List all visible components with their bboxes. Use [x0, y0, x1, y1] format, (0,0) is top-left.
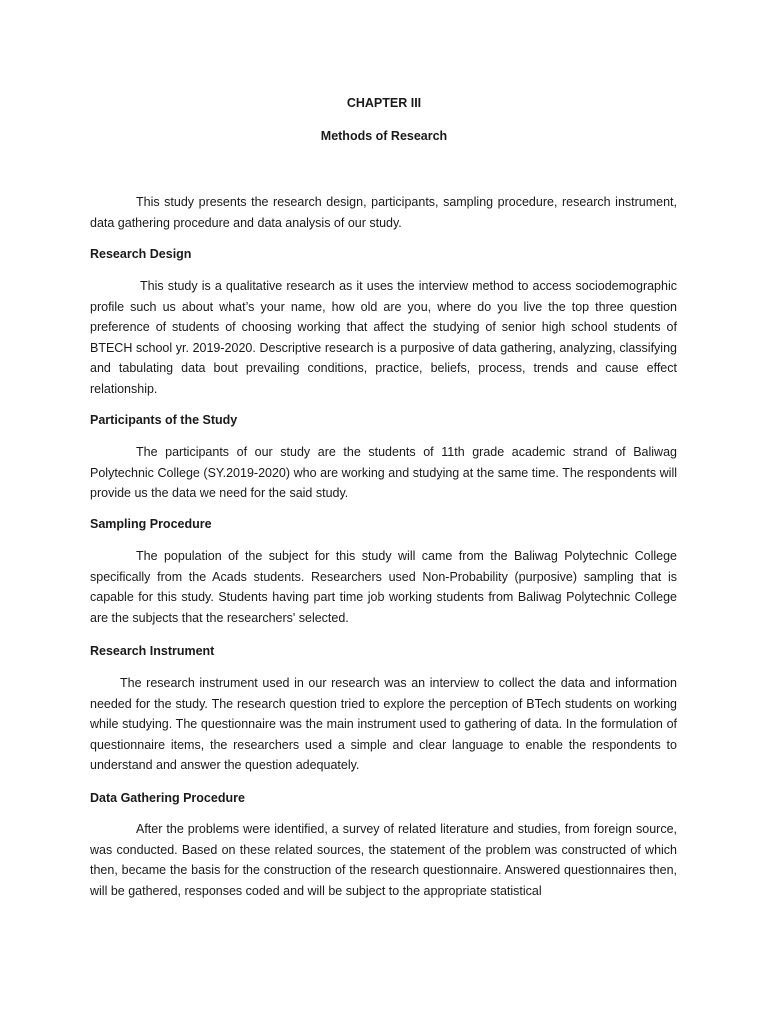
- section-body-research-design: This study is a qualitative research as it uses the interview method to access sociodemographic profile such us about what’s your name, how old are you, where do you live the top three question preference of students of choosing working that affect the studying of senior high school students of BTECH school yr. 2019-2020. Descriptive research is a purposive of data gathering, analyzing, classifying and tabulating data bout prevailing conditions, practice, beliefs, process, trends and cause effect relationship.: [90, 279, 677, 396]
- section-heading-sampling-procedure: Sampling Procedure: [90, 517, 212, 531]
- chapter-subtitle: Methods of Research: [320, 129, 448, 143]
- section-body-sampling-procedure: The population of the subject for this study will came from the Baliwag Polytechnic College specifically from the Acads students. Researchers used Non-Probability (purposive) sampling that is capable for this study. Students having part time job working students from Baliwag Polytechnic College are the subjects that the researchers' selected.: [90, 549, 677, 625]
- section-heading-data-gathering: Data Gathering Procedure: [90, 791, 245, 805]
- section-heading-research-instrument: Research Instrument: [90, 644, 215, 658]
- intro-paragraph: This study presents the research design, participants, sampling procedure, research instrument, data gathering procedure and data analysis of our study.: [90, 195, 677, 230]
- section-body-participants: The participants of our study are the students of 11th grade academic strand of Baliwag Polytechnic College (SY.2019-2020) who are working and studying at the same time. The respondents will provide us the data we need for the said study.: [90, 445, 677, 501]
- section-heading-research-design: Research Design: [90, 247, 192, 261]
- section-heading-participants: Participants of the Study: [90, 413, 238, 427]
- section-body-data-gathering: After the problems were identified, a survey of related literature and studies, from foreign source, was conducted. Based on these related sources, the statement of the problem was constructed of which then, became the basis for the construction of the research questionnaire. Answered questionnaires then, will be gathered, responses coded and will be subject to the appropriate statistical: [90, 822, 677, 898]
- section-body-research-instrument: The research instrument used in our research was an interview to collect the data and information needed for the study. The research question tried to explore the perception of BTech students on working while studying. The questionnaire was the main instrument used to gathering of data. In the formulation of questionnaire items, the researchers used a simple and clear language to enable the respondents to understand and answer the question adequately.: [90, 676, 677, 773]
- chapter-title: CHAPTER III: [346, 96, 422, 110]
